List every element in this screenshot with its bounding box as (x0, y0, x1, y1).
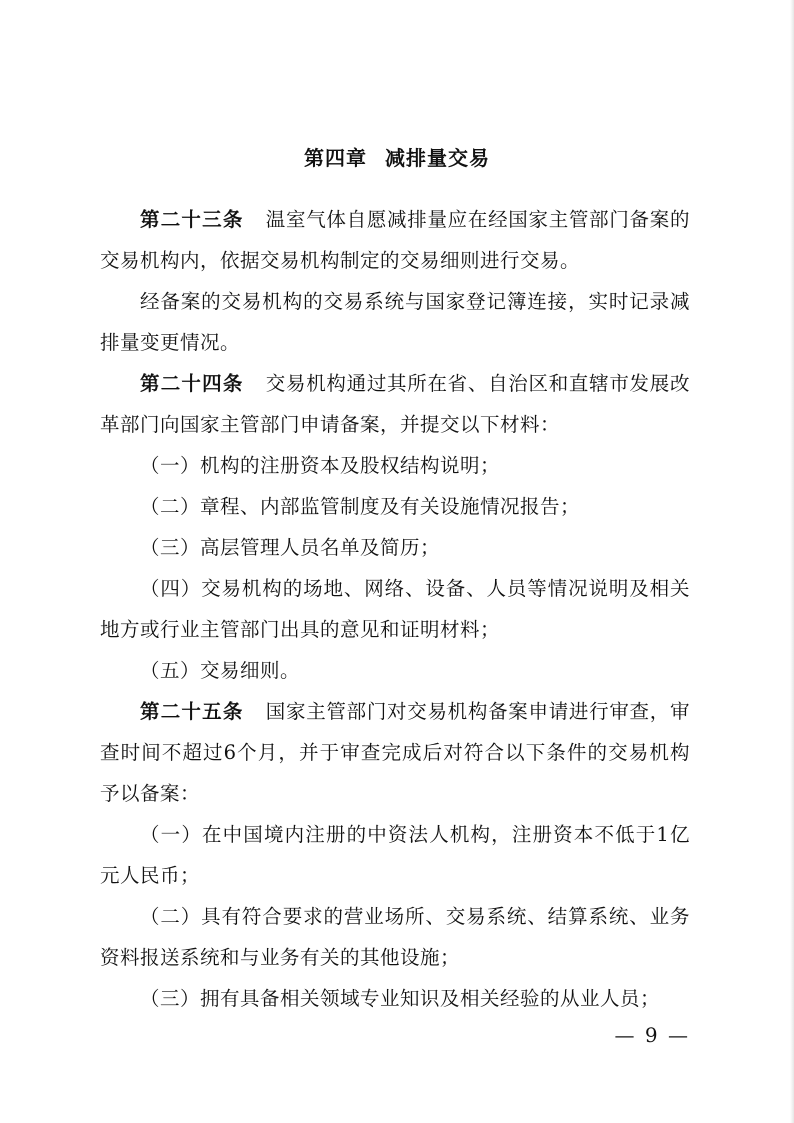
paragraph-text: （五）交易细则。 (140, 659, 301, 682)
article-25-paragraph (100, 691, 690, 814)
chapter-heading (0, 145, 794, 171)
article-number: 第二十三条 (140, 208, 244, 231)
article-24-paragraph (100, 363, 690, 445)
list-item (100, 445, 690, 486)
article-23-paragraph-2 (100, 281, 690, 363)
list-item (100, 568, 690, 650)
paragraph-text: （一）机构的注册资本及股权结构说明； (140, 454, 501, 477)
paragraph-text: （二）具有符合要求的营业场所、交易系统、结算系统、业务资料报送系统和与业务有关的其他设施； (100, 905, 690, 969)
list-item (100, 527, 690, 568)
list-item (100, 486, 690, 527)
page-number: — 9 — (614, 1023, 690, 1047)
list-item (100, 814, 690, 896)
paragraph-text: （四）交易机构的场地、网络、设备、人员等情况说明及相关地方或行业主管部门出具的意见和证明材料； (100, 577, 690, 641)
paragraph-text: 国家主管部门对交易机构备案申请进行审查，审查时间不超过6个月，并于审查完成后对符合以下条件的交易机构予以备案： (100, 700, 690, 805)
article-number: 第二十五条 (140, 700, 244, 723)
list-item (100, 650, 690, 691)
chapter-number: 第四章 (304, 146, 367, 170)
paragraph-text: （三）拥有具备相关领域专业知识及相关经验的从业人员； (140, 987, 661, 1010)
paragraph-text: （三）高层管理人员名单及简历； (140, 536, 441, 559)
list-item (100, 978, 690, 1019)
scan-edge (790, 0, 794, 1123)
chapter-title: 减排量交易 (385, 146, 490, 170)
paragraph-text: 经备案的交易机构的交易系统与国家登记簿连接，实时记录减排量变更情况。 (100, 290, 690, 354)
article-23-paragraph (100, 199, 690, 281)
paragraph-text: 温室气体自愿减排量应在经国家主管部门备案的交易机构内，依据交易机构制定的交易细则进行交易。 (100, 208, 690, 272)
paragraph-text: （二）章程、内部监管制度及有关设施情况报告； (140, 495, 581, 518)
paragraph-text: 交易机构通过其所在省、自治区和直辖市发展改革部门向国家主管部门申请备案，并提交以下材料： (100, 372, 690, 436)
list-item (100, 896, 690, 978)
article-number: 第二十四条 (140, 372, 244, 395)
paragraph-text: （一）在中国境内注册的中资法人机构，注册资本不低于1亿元人民币； (100, 823, 690, 887)
